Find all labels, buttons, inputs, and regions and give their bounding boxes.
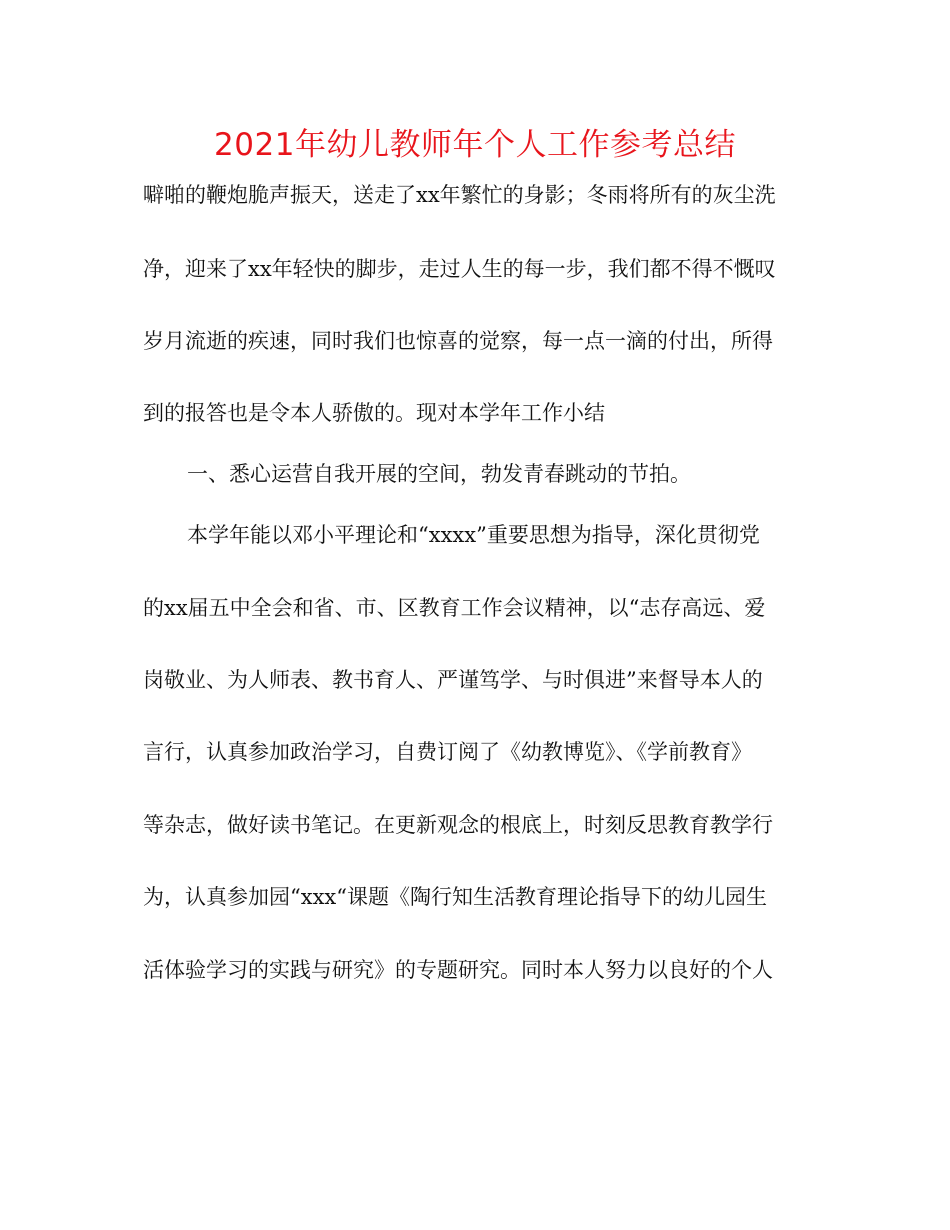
document-title: 2021年幼儿教师年个人工作参考总结 xyxy=(214,127,736,163)
paragraph-line: 净，迎来了xx年轻快的脚步，走过人生的每一步，我们都不得不慨叹 xyxy=(143,257,776,281)
paragraph-line: 等杂志，做好读书笔记。在更新观念的根底上，时刻反思教育教学行 xyxy=(143,813,773,837)
paragraph-line: 岁月流逝的疾速，同时我们也惊喜的觉察，每一点一滴的付出，所得 xyxy=(143,329,773,353)
paragraph-line: 的xx届五中全会和省、市、区教育工作会议精神，以“志存高远、爱 xyxy=(143,596,766,620)
paragraph-line: 岗敬业、为人师表、教书育人、严谨笃学、与时俱进”来督导本人的 xyxy=(143,668,763,692)
paragraph-line: 到的报答也是令本人骄傲的。现对本学年工作小结 xyxy=(143,401,605,425)
paragraph-line: 本学年能以邓小平理论和“xxxx”重要思想为指导，深化贯彻党 xyxy=(187,523,760,547)
paragraph-line: 为，认真参加园“xxx“课题《陶行知生活教育理论指导下的幼儿园生 xyxy=(143,885,767,909)
paragraph-line: 活体验学习的实践与研究》的专题研究。同时本人努力以良好的个人 xyxy=(143,958,773,982)
paragraph-line: 噼啪的鞭炮脆声振天，送走了xx年繁忙的身影；冬雨将所有的灰尘洗 xyxy=(143,183,776,207)
paragraph-line: 言行，认真参加政治学习，自费订阅了《幼教博览》、《学前教育》 xyxy=(143,740,752,764)
section-heading: 一、悉心运营自我开展的空间，勃发青春跳动的节拍。 xyxy=(187,462,691,486)
